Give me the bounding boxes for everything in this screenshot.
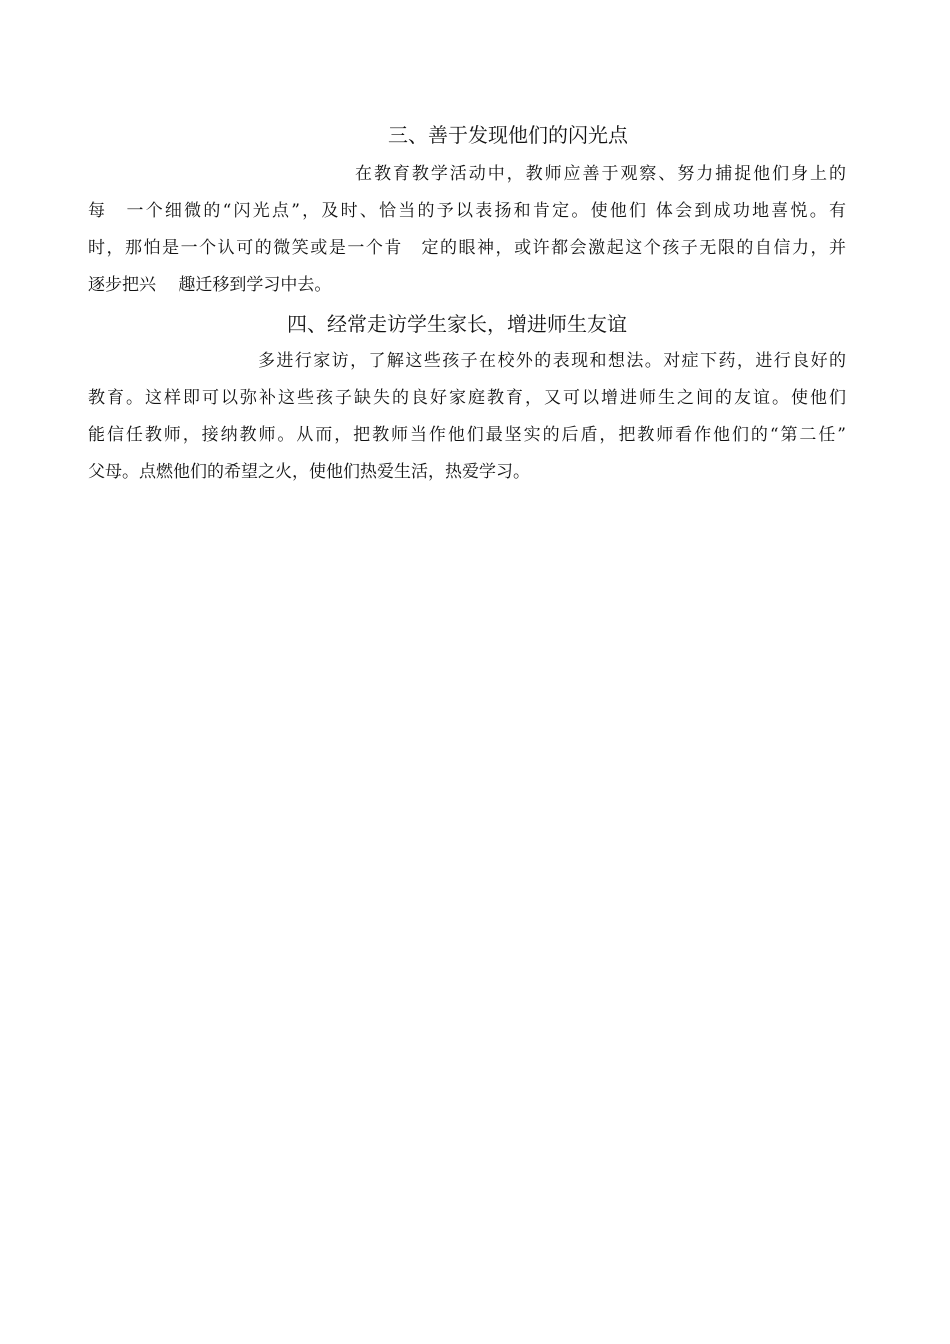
section-3-line-1: 在教育教学活动中，教师应善于观察、努力捕捉他们身上的 (355, 164, 846, 184)
section-3-line-4: 逐步把兴 趣迁移到学习中去。 (88, 275, 332, 295)
section-3-heading: 三、善于发现他们的闪光点 (388, 123, 628, 147)
section-3-line-3: 时，那怕是一个认可的微笑或是一个肯 定的眼神，或许都会激起这个孩子无限的自信力，并 (88, 238, 846, 258)
section-4-heading: 四、经常走访学生家长，增进师生友谊 (287, 312, 627, 336)
section-3-line-2: 每 一个细微的“闪光点”，及时、恰当的予以表扬和肯定。使他们 体会到成功地喜悦。有 (88, 201, 846, 221)
section-4-line-2: 教育。这样即可以弥补这些孩子缺失的良好家庭教育，又可以增进师生之间的友谊。使他们 (88, 388, 846, 408)
section-4-line-4: 父母。点燃他们的希望之火，使他们热爱生活，热爱学习。 (88, 462, 530, 482)
section-4-line-3: 能信任教师，接纳教师。从而，把教师当作他们最坚实的后盾，把教师看作他们的“第二任” (88, 425, 846, 445)
section-4-line-1: 多进行家访，了解这些孩子在校外的表现和想法。对症下药，进行良好的 (258, 351, 846, 371)
